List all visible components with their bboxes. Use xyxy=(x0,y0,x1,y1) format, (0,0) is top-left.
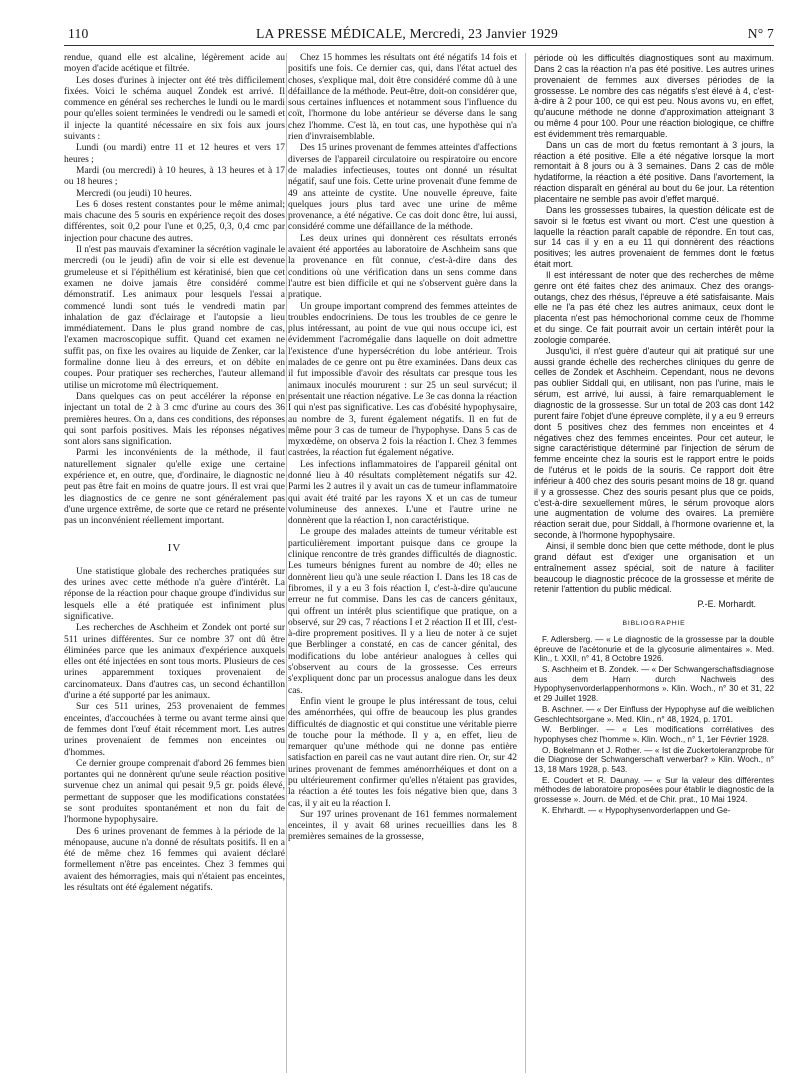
paragraph: Il est intéressant de noter que des recherches de même genre ont été faites chez des animaux. Chez des orangs-outangs, chez des rhésus, l'épreuve a été satisfaisante. Mais elle ne l'a pas été chez les autres animaux, ceux dont le placenta n'est pas hémochorional comme ceux de l'homme et du singe. Ce fait pourrait avoir un certain intérêt pour la zoologie comparée. xyxy=(534,269,774,345)
column-divider xyxy=(525,53,526,1073)
journal-title: LA PRESSE MÉDICALE, Mercredi, 23 Janvier 1929 xyxy=(256,26,558,41)
paragraph: Une statistique globale des recherches pratiquées sur des urines avec cette méthode n'a guère d'intérêt. La réponse de la réaction pour chaque groupe d'individus sur lesquels elle a été pratiquée est infiniment plus significative. xyxy=(64,566,285,622)
paragraph: Sur ces 511 urines, 253 provenaient de femmes enceintes, d'accouchées à terme ou avant terme ainsi que de femmes dont l'œuf était récemment mort. Les autres urines provenaient de femmes non enceintes ou d'hommes. xyxy=(64,702,285,758)
bibliography xyxy=(534,635,774,816)
bibliography-entry: E. Coudert et R. Daunay. — « Sur la valeur des différentes méthodes de laboratoire proposées pour établir le diagnostic de la grossesse ». Journ. de Méd. et de Chir. prat., 10 Mai 1924. xyxy=(534,775,774,805)
bibliography-entry: F. Adlersberg. — « Le diagnostic de la grossesse par la double épreuve de l'acétonurie et de la glycosurie alimentaires ». Med. Klin., t. XXII, n° 41, 8 Octobre 1926. xyxy=(534,634,774,664)
bibliography-entry: W. Berblinger. — « Les modifications corrélatives des hypophyses chez l'homme ». Klin. Woch., n° 1, 1er Février 1928. xyxy=(534,725,774,744)
paragraph: Enfin vient le groupe le plus intéressant de tous, celui des aménorrhées, qui offre de beaucoup les plus grandes difficultés de diagnostic et qui constitue une véritable pierre de touche pour la méthode. Il y a, en effet, lieu de remarquer qu'une méthode qui ne donne pas entière satisfaction en pareil cas ne vaut autant dire rien. Or, sur 42 urines provenant de femmes aménorrhéiques et dont on a pu ultérieurement confirmer qu'elles n'étaient pas gravides, la réaction a été toutes les fois négative bien que, dans 3 cas, il y ait eu la réaction I. xyxy=(288,696,517,809)
paragraph: Les doses d'urines à injecter ont été très difficilement fixées. Voici le schéma auquel Zondek est arrivé. Il commence en général ses recherches le lundi ou le mardi pour qu'elles soient terminées le vendredi ou le samedi et il injecte la quantité nécessaire en six fois aux jours suivants : xyxy=(64,75,285,143)
paragraph: rendue, quand elle est alcaline, légèrement acide au moyen d'acide acétique et filtrée. xyxy=(64,53,285,75)
header-rule xyxy=(64,45,774,46)
text-column-1 xyxy=(64,53,285,1075)
paragraph: Ainsi, il semble donc bien que cette méthode, dont le plus grand défaut est d'exiger une organisation et un entraînement assez spécial, soit de nature à faciliter beaucoup le diagnostic précoce de la grossesse et mérite de retenir l'attention du public médical. xyxy=(534,540,774,595)
paragraph: Des 15 urines provenant de femmes atteintes d'affections diverses de l'appareil circulatoire ou respiratoire ou encore de maladies infectieuses, toutes ont donné un résultat négatif, sauf une fois. Cette urine provenait d'une femme de 49 ans atteinte de cystite. Une nouvelle épreuve, faite quelques jours plus tard avec une urine de même provenance, a été négative. Ce cas doit donc être, lui aussi, considéré comme une défaillance de la méthode. xyxy=(288,143,517,233)
paragraph: Les infections inflammatoires de l'appareil génital ont donné lieu à 40 résultats complètement négatifs sur 42. Parmi les 2 autres il y avait un cas de tumeur inflammatoire qui avait été traité par les rayons X et un cas de tumeur volumineuse des annexes. L'une et l'autre urine ne donnèrent que la réaction I, non caractéristique. xyxy=(288,459,517,527)
bibliography-entry: O. Bokelmann et J. Rother. — « Ist die Zuckertoleranzprobe für die Diagnose der Schwangerschaft verwerbar? » Klin. Woch., n° 13, 18 Mars 1928, p. 543. xyxy=(534,745,774,775)
paragraph: Jusqu'ici, il n'est guère d'auteur qui ait pratiqué sur une aussi grande échelle des recherches cliniques du genre de celles de Zondek et Aschheim. Cependant, nous ne devons pas oublier Siddall qui, en utilisant, non pas l'urine, mais le sérum, est arrivé, lui aussi, à faire remarquablement le diagnostic de la grossesse. Sur un total de 203 cas dont 142 purent faire l'objet d'une épreuve complète, il y a eu 9 erreurs dont 5 positives chez des femmes non enceintes et 4 négatives chez des femmes enceintes. Pour cet auteur, le signe caractéristique déterminé par l'injection de sérum de femme enceinte chez la souris est le rapport entre le poids de l'utérus et le poids de la souris. Ce rapport doit être inférieur à 400 chez des souris pesant moins de 18 gr. quand il y a grossesse. Chez des souris pesant plus que ce poids, c'est-à-dire sexuellement mûres, le sérum provoque alors une augmentation de volume des ovaires. La première réaction serait due, pour Siddall, à l'hormone ovarienne et, la seconde, à l'hormone hypophysaire. xyxy=(534,345,774,541)
paragraph: Les deux urines qui donnèrent ces résultats erronés avaient été apportées au laboratoire de Aschheim sans que la provenance en fût connue, c'est-à-dire dans des conditions où une vérification dans un sens comme dans l'autre est bien difficile et qui ne s'observent guère dans la pratique. xyxy=(288,233,517,301)
bibliography-heading: BIBLIOGRAPHIE xyxy=(622,620,686,628)
paragraph: Dans quelques cas on peut accélérer la réponse en injectant un total de 2 à 3 cmc d'urine au cours des 36 premières heures. On a, dans ces conditions, des réponses qui sont parfois positives. Mais les réponses négatives sont alors sans signification. xyxy=(64,391,285,448)
paragraph: Un groupe important comprend des femmes atteintes de troubles endocriniens. De tous les troubles de ce genre le plus intéressant, au point de vue qui nous occupe ici, est évidemment l'acromégalie dans laquelle on doit admettre l'existence d'une hypersécrétion du lobe antérieur. Trois malades de ce genre ont pu être examinées. Dans deux cas il fut impossible d'avoir des résultats car presque tous les animaux inoculés moururent : sur 25 un seul survécut; il présentait une réaction négative. Le 3e cas donna la réaction I qui n'est pas significative. Les cas d'obésité hypophysaire, au nombre de 3, furent également négatifs. Il en fut de même pour 3 cas de tumeur de l'hypophyse. Dans 5 cas de myxœdème, on observa 2 fois la réaction I. Chez 3 femmes castrées, la réaction fut également négative. xyxy=(288,301,517,459)
paragraph: Les 6 doses restent constantes pour le même animal; mais chacune des 5 souris en expérience reçoit des doses différentes, soit 0,2 pour l'une et 0,25, 0,3, 0,4 cmc par injection pour chacune des autres. xyxy=(64,199,285,244)
schedule-line: Mercredi (ou jeudi) 10 heures. xyxy=(76,188,192,199)
paragraph: Sur 197 urines provenant de 161 femmes normalement enceintes, il y avait 68 urines recueillies dans les 8 premières semaines de la grossesse, xyxy=(288,809,517,843)
column-divider xyxy=(286,53,287,1073)
paragraph: Des 6 urines provenant de femmes à la période de la ménopause, aucune n'a donné de résultats positifs. Il en a été de même chez 16 femmes qui avaient déclaré formellement n'être pas enceintes. Chez 3 femmes qui avaient des hémorragies, mais qui n'étaient pas enceintes, les résultats ont été également négatifs. xyxy=(64,826,285,894)
bibliography-entry: K. Ehrhardt. — « Hypophysenvorderlappen und Ge- xyxy=(542,805,731,815)
paragraph: Ce dernier groupe comprenait d'abord 26 femmes bien portantes qui ne donnèrent qu'une seule réaction positive survenue chez un animal qui pesait 9,5 gr. poids élevé, permettant de supposer que les modifications constatées se sont produites spontanément et non du fait de l'hormone hypophysaire. xyxy=(64,758,285,826)
text-column-3 xyxy=(534,53,774,1075)
paragraph: Chez 15 hommes les résultats ont été négatifs 14 fois et positifs une fois. Ce dernier cas, qui, dans l'état actuel des choses, s'explique mal, doit être considéré comme dû à une défaillance de la méthode. Peut-être, doit-on considérer que, sous certaines influences et notamment sous l'influence du coït, l'hormone du lobe antérieur se déverse dans le sang chez l'homme. C'est là, en tout cas, une hypothèse qui n'a rien d'invraisemblable. xyxy=(288,53,517,143)
paragraph: Le groupe des malades atteints de tumeur véritable est particulièrement important puisque dans ce groupe la clinique rencontre de très grandes difficultés de diagnostic. Les tumeurs bénignes furent au nombre de 40; elles ne donnèrent lieu qu'à une seule réaction I. Dans les 18 cas de fibromes, il y a eu 3 fois réaction I, c'est-à-dire qu'aucune erreur ne fut commise. Dans les cas de cancers génitaux, qui offrent un intérêt plus scientifique que pratique, on a observé, sur 29 cas, 7 réactions I et 2 réaction II et III, c'est-à-dire proprement positives. Il y a lieu de noter à ce sujet que Berblinger a constaté, en cas de cancer génital, des modifications du lobe antérieur analogues à celles qui s'observent au cours de la grossesse. Ces erreurs s'expliquent donc par un processus analogue dans les deux cas. xyxy=(288,527,517,696)
author-signature: P.-E. Morhardt. xyxy=(697,599,756,610)
bibliography-entry: B. Aschner. — « Der Einfluss der Hypophyse auf die weiblichen Geschlechtsorgane ». Med. Klin., n° 48, 1924, p. 1701. xyxy=(534,704,774,724)
section-number: IV xyxy=(167,542,182,555)
paragraph: Dans les grossesses tubaires, la question délicate est de savoir si le fœtus est vivant ou mort. C'est une question à laquelle la réaction paraît capable de répondre. En tout cas, sur 14 cas il y en a eu 11 qui donnèrent des réactions positives; les autres provenaient de femmes dont le fœtus était mort. xyxy=(534,204,774,270)
paragraph: Il n'est pas mauvais d'examiner la sécrétion vaginale le mercredi (ou le jeudi) afin de voir si elle est devenue grumeleuse et si l'épithélium est kératinisé, bien que cet examen ne doive jamais être considéré comme démonstratif. Les animaux pour lesquels l'essai a commencé lundi sont tués le vendredi matin par inhalation de gaz d'éclairage et l'autopsie a lieu immédiatement. Dans le plus grand nombre de cas, l'examen macroscopique suffit. Quand cet examen ne suffit pas, on fixe les ovaires au liquide de Zenker, car la formaline donne lieu à des erreurs, et on débite en coupes. Pour pratiquer ses recherches, l'auteur allemand utilise un microtome mû électriquement. xyxy=(64,245,285,391)
paragraph: Dans un cas de mort du fœtus remontant à 3 jours, la réaction a été positive. Elle a été négative lorsque la mort remontait à 8 jours ou à 3 semaines. Dans 2 cas de môle hydatiforme, la réaction a été positive. Dans l'avortement, la réaction disparaît en général au bout du 6e jour. La rétention placentaire ne semble pas avoir d'effet marqué. xyxy=(534,139,774,204)
page-number: 110 xyxy=(68,26,89,41)
issue-number: N° 7 xyxy=(747,26,774,41)
paragraph: Parmi les inconvénients de la méthode, il faut naturellement signaler qu'elle exige une certaine expérience et, en outre, que, d'ordinaire, le diagnostic ne peut pas être fait en moins de quatre jours. Il est vrai que les diagnostics de ce genre ne sont généralement pas d'une urgence extrême, de sorte que ce retard ne présente pas un inconvénient réellement important. xyxy=(64,448,285,527)
schedule-line: Mardi (ou mercredi) à 10 heures, à 13 heures et à 17 ou 18 heures ; xyxy=(64,165,285,188)
schedule-line: Lundi (ou mardi) entre 11 et 12 heures et vers 17 heures ; xyxy=(64,143,285,165)
paragraph: Les recherches de Aschheim et Zondek ont porté sur 511 urines différentes. Sur ce nombre 37 ont dû être éliminées parce que les animaux d'expérience auxquels elles ont été injectées en sont tous morts. Plusieurs de ces urines apparemment toxiques provenaient de carcinomateux. Dans d'autres cas, un second échantillon d'urine a été supporté par les animaux. xyxy=(64,623,285,702)
text-column-2 xyxy=(288,53,517,1075)
running-header xyxy=(40,26,774,52)
paragraph: période où les difficultés diagnostiques sont au maximum. Dans 2 cas la réaction n'a pas été positive. Les autres urines provenaient de femmes aux diverses périodes de la grossesse. Le nombre des cas négatifs s'est élevé à 4, c'est-à-dire à 2 pour 100, ce qui est peu. Nous avons vu, en effet, qu'aucune méthode ne donne d'approximation atteignant 3 ou même 4 pour 100. Pour une réaction biologique, ce chiffre est évidemment très remarquable. xyxy=(534,53,774,139)
bibliography-entry: S. Aschheim et B. Zondek. — « Der Schwangerschaftsdiagnose aus dem Harn durch Nachweis des Hypophysenvorderlappenhormons ». Klin. Woch., n° 30 et 31, 22 et 29 Juillet 1928. xyxy=(534,664,774,704)
